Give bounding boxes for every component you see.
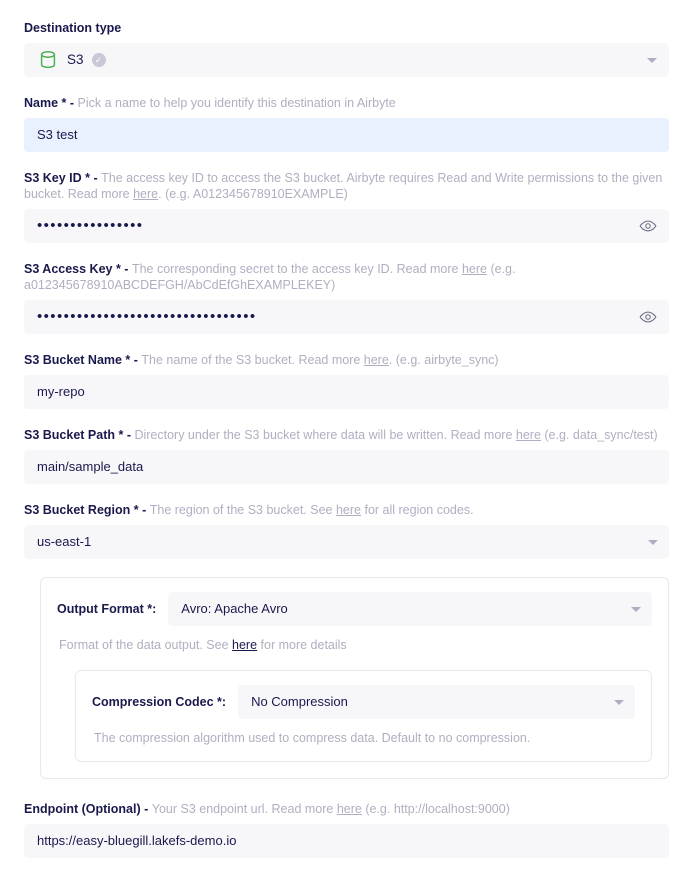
endpoint-input[interactable]: https://easy-bluegill.lakefs-demo.io (24, 824, 669, 858)
chevron-down-icon (631, 607, 641, 612)
output-format-label: Output Format *: (57, 602, 157, 616)
s3-bucket-path-help-link[interactable]: here (515, 428, 541, 442)
s3-access-key-help-link[interactable]: here (461, 262, 487, 276)
s3-access-key-label: S3 Access Key * - The corresponding secret to the access key ID. Read more here (e.g. a012345678910ABCDEFGH/AbCdEfGhEXAMPLEKEY) (24, 262, 516, 292)
eye-icon[interactable] (639, 217, 657, 235)
endpoint-input-wrap (24, 824, 669, 858)
destination-type-field (24, 20, 669, 77)
chevron-down-icon (648, 540, 658, 545)
destination-type-label: Destination type (24, 21, 122, 35)
destination-type-value: S3 (67, 52, 84, 67)
eye-icon[interactable] (639, 308, 657, 326)
endpoint-field (24, 801, 669, 858)
output-format-row (57, 592, 652, 626)
name-label: Name * - Pick a name to help you identify this destination in Airbyte (24, 96, 396, 110)
s3-bucket-path-label: S3 Bucket Path * - Directory under the S3 bucket where data will be written. Read more here (e.g. data_sync/test) (24, 428, 658, 442)
compression-codec-group (75, 670, 652, 762)
s3-bucket-region-field (24, 502, 669, 559)
s3-bucket-region-select-wrap (24, 525, 669, 559)
s3-access-key-input[interactable]: ••••••••••••••••••••••••••••••••• (24, 300, 669, 334)
s3-bucket-region-help-link[interactable]: here (335, 503, 361, 517)
s3-bucket-path-input[interactable]: main/sample_data (24, 450, 669, 484)
s3-bucket-name-help-link[interactable]: here (363, 353, 389, 367)
s3-bucket-name-label: S3 Bucket Name * - The name of the S3 bucket. Read more here. (e.g. airbyte_sync) (24, 353, 499, 367)
chevron-down-icon (647, 58, 657, 63)
check-icon: ✓ (92, 53, 106, 67)
name-input-wrap (24, 118, 669, 152)
endpoint-label: Endpoint (Optional) - Your S3 endpoint url. Read more here (e.g. http://localhost:9000) (24, 802, 510, 816)
s3-bucket-name-field (24, 352, 669, 409)
endpoint-help-link[interactable]: here (336, 802, 362, 816)
s3-bucket-region-select[interactable]: us-east-1 (24, 525, 669, 559)
s3-bucket-icon (37, 49, 59, 71)
output-format-select-wrap (168, 592, 652, 626)
compression-codec-select[interactable]: No Compression (238, 685, 635, 719)
compression-codec-row (92, 685, 635, 719)
s3-bucket-path-input-wrap (24, 450, 669, 484)
destination-type-select[interactable] (24, 43, 669, 77)
s3-access-key-input-wrap (24, 300, 669, 334)
name-input[interactable]: S3 test (24, 118, 669, 152)
s3-key-id-label: S3 Key ID * - The access key ID to access the S3 bucket. Airbyte requires Read and Write permissions to the given bucket. Read more here. (e.g. A012345678910EXAMPLE) (24, 171, 663, 201)
output-format-helper: Format of the data output. See here for more details (59, 638, 347, 652)
s3-bucket-path-field (24, 427, 669, 484)
compression-codec-select-wrap (238, 685, 635, 719)
s3-key-id-field (24, 170, 669, 243)
chevron-down-icon (614, 700, 624, 705)
name-field (24, 95, 669, 152)
destination-type-value-row (25, 44, 638, 76)
s3-bucket-region-label: S3 Bucket Region * - The region of the S3 bucket. See here for all region codes. (24, 503, 474, 517)
output-format-select[interactable]: Avro: Apache Avro (168, 592, 652, 626)
output-format-help-link[interactable]: here (232, 638, 258, 652)
output-format-group (40, 577, 669, 779)
s3-bucket-name-input[interactable]: my-repo (24, 375, 669, 409)
s3-bucket-name-input-wrap (24, 375, 669, 409)
compression-codec-label: Compression Codec *: (92, 695, 227, 709)
s3-key-id-input-wrap (24, 209, 669, 243)
s3-access-key-field (24, 261, 669, 334)
compression-codec-helper: The compression algorithm used to compress data. Default to no compression. (94, 731, 531, 745)
s3-key-id-input[interactable]: •••••••••••••••• (24, 209, 669, 243)
s3-key-id-help-link[interactable]: here (133, 187, 159, 201)
